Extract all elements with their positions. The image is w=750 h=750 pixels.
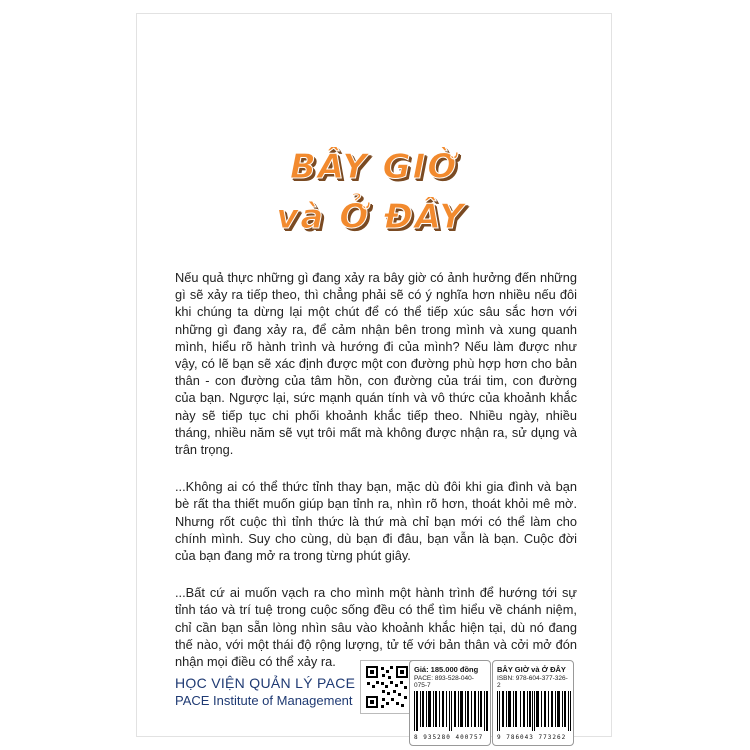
price-barcode-box — [409, 660, 491, 746]
price-label: Giá: 185.000 đồng — [414, 665, 479, 674]
publisher-name-en: PACE Institute of Management — [175, 693, 353, 708]
isbn-barcode-box — [492, 660, 574, 746]
qr-code — [360, 660, 414, 714]
publisher-name-vn: HỌC VIỆN QUẢN LÝ PACE — [175, 675, 356, 691]
pace-code: PACE: 893-528-040-075-7 — [414, 675, 474, 689]
title-line-1: BÂY GIỜ — [289, 147, 459, 187]
isbn-book-title: BÂY GIỜ và Ở ĐÂY — [497, 665, 566, 674]
isbn-barcode-image — [497, 691, 571, 731]
book-back-cover — [136, 13, 612, 741]
blurb-paragraph-3: ...Bất cứ ai muốn vạch ra cho mình một hành trình để hướng tới sự tỉnh táo và trí tuệ trong cuộc sống đều có thể tìm hiểu về chánh niệm, chỉ cần bạn sẵn lòng nhìn sâu vào khoảnh khắc hiện tại, dù nó đang thế nào, với một thái độ rộng lượng, tử tế với bản thân và cởi mở đón nhận mọi điều có thể xảy ra. — [175, 585, 577, 670]
barcode-image — [414, 691, 488, 731]
barcode-digits: 8 935280 400757 — [414, 734, 484, 741]
blurb-paragraph-2: ...Không ai có thể thức tỉnh thay bạn, mặc dù đôi khi gia đình và bạn bè rất tha thiết muốn giúp bạn tỉnh ra, nhìn rõ hơn, thoát khỏi mê mờ. Nhưng rốt cuộc thì tỉnh thức là thứ mà chỉ bạn mới có thể làm cho chính mình. Suy cho cùng, dù bạn đi đâu, bạn vẫn là bạn. Cuộc đời của bạn đang mở ra trong từng phút giây. — [175, 479, 577, 564]
publisher-label — [175, 675, 355, 708]
blurb-text — [175, 269, 577, 690]
isbn-number: ISBN: 978-604-377-326-2 — [497, 675, 568, 689]
book-title — [137, 147, 611, 237]
qr-code-image — [364, 664, 410, 710]
isbn-barcode-digits: 9 786043 773262 — [497, 734, 567, 741]
title-line-2: và Ở ĐÂY — [276, 197, 466, 237]
blurb-paragraph-1: Nếu quả thực những gì đang xảy ra bây giờ có ảnh hưởng đến những gì sẽ xảy ra tiếp theo, thì chẳng phải sẽ có ý nghĩa hơn nhiều nếu đôi khi chúng ta dừng lại một chút để có thể tiếp xúc sâu sắc hơn với những gì đang xảy ra, để cảm nhận bên trong mình và xung quanh mình, hiểu rõ hành trình và hướng đi của mình? Nếu làm được như vậy, có lẽ bạn sẽ xác định được một con đường phù hợp hơn cho bản thân - con đường của tâm hồn, con đường của trái tim, con đường của bạn. Ngược lại, sức mạnh quán tính và vô thức của khoảnh khắc này sẽ tiếp tục chi phối khoảnh khắc tiếp theo. Nhiều ngày, nhiều tháng, nhiều năm sẽ vụt trôi mất mà không được nhận ra, sử dụng và trân trọng. — [175, 270, 577, 458]
